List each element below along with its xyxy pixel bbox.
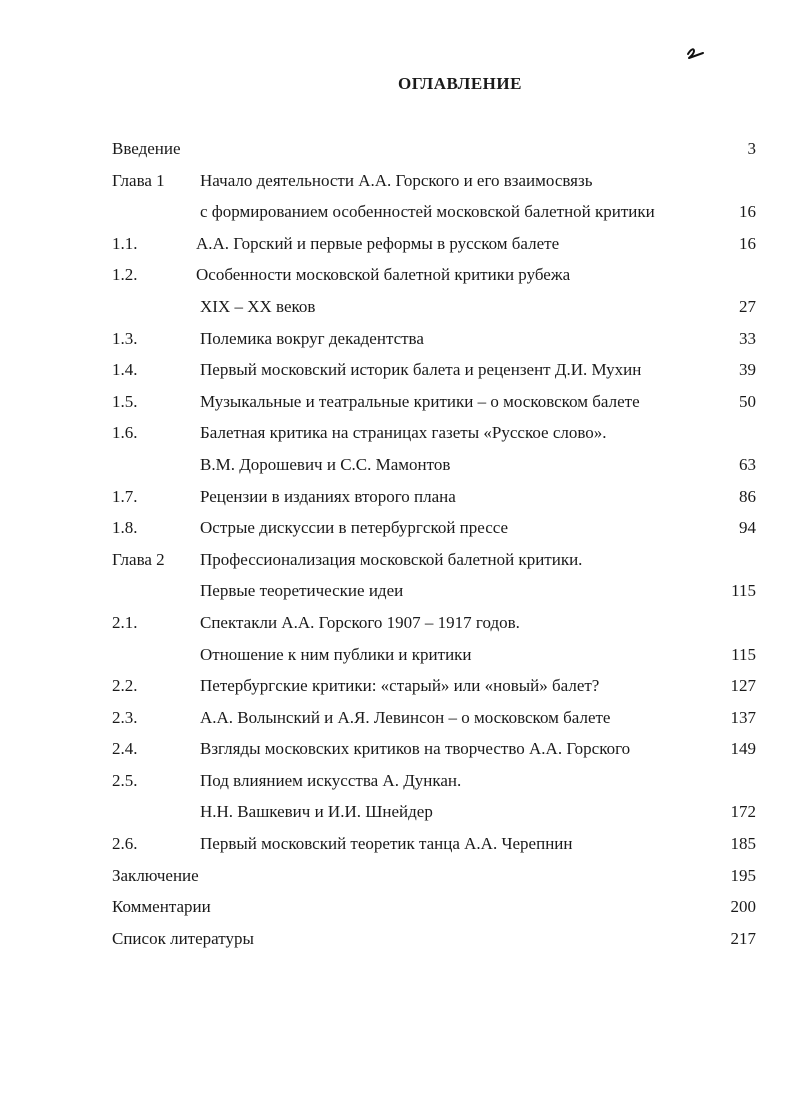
toc-entry-title: В.М. Дорошевич и С.С. Мамонтов [200, 454, 451, 474]
toc-row [112, 516, 762, 548]
toc-row [112, 390, 762, 422]
toc-entry-page-number: 172 [730, 802, 756, 822]
toc-entry-title: Первый московский историк балета и рецензент Д.И. Мухин [200, 360, 642, 380]
toc-entry-title: Первые теоретические идеи [200, 581, 404, 601]
page-title: ОГЛАВЛЕНИЕ [398, 74, 522, 93]
toc-entry-page-number: 63 [739, 454, 756, 474]
toc-entry-page-number: 115 [731, 581, 756, 601]
toc-row [112, 453, 762, 485]
toc-entry-title: Комментарии [112, 897, 211, 917]
toc-entry-title: Первый московский теоретик танца А.А. Черепнин [200, 834, 573, 854]
toc-entry-title: Профессионализация московской балетной критики. [200, 549, 583, 569]
toc-entry-title: А.А. Волынский и А.Я. Левинсон – о московском балете [200, 707, 611, 727]
toc-entry-number: 1.4. [112, 360, 138, 380]
toc-row [112, 611, 762, 643]
toc-entry-page-number: 94 [739, 518, 756, 538]
toc-row [112, 263, 762, 295]
toc-row [112, 295, 762, 327]
toc-entry-number: 2.5. [112, 770, 138, 790]
toc-entry-number: Глава 1 [112, 170, 165, 190]
toc-row [112, 864, 762, 896]
toc-entry-page-number: 115 [731, 644, 756, 664]
toc-entry-page-number: 39 [739, 360, 756, 380]
toc-entry-title: с формированием особенностей московской балетной критики [200, 202, 655, 222]
toc-entry-title: XIX – XX веков [200, 296, 316, 316]
table-of-contents [112, 137, 762, 958]
toc-row [112, 800, 762, 832]
toc-row [112, 421, 762, 453]
toc-row [112, 832, 762, 864]
toc-entry-number: 1.1. [112, 233, 138, 253]
toc-row [112, 358, 762, 390]
toc-row [112, 927, 762, 959]
toc-row [112, 643, 762, 675]
toc-row [112, 232, 762, 264]
toc-row [112, 674, 762, 706]
toc-entry-title: Заключение [112, 865, 199, 885]
toc-entry-number: 2.3. [112, 707, 138, 727]
handwritten-page-mark [685, 40, 707, 62]
toc-entry-page-number: 50 [739, 391, 756, 411]
toc-row [112, 706, 762, 738]
toc-entry-page-number: 185 [730, 834, 756, 854]
toc-entry-title: Петербургские критики: «старый» или «новый» балет? [200, 676, 600, 696]
toc-entry-number: 2.6. [112, 834, 138, 854]
toc-entry-number: 1.5. [112, 391, 138, 411]
toc-row [112, 769, 762, 801]
toc-entry-number: 1.2. [112, 265, 138, 285]
toc-entry-title: Список литературы [112, 928, 254, 948]
toc-entry-title: Особенности московской балетной критики рубежа [196, 265, 571, 285]
toc-row [112, 485, 762, 517]
toc-entry-page-number: 16 [739, 233, 756, 253]
toc-row [112, 169, 762, 201]
toc-entry-title: Н.Н. Вашкевич и И.И. Шнейдер [200, 802, 433, 822]
toc-entry-page-number: 137 [730, 707, 756, 727]
toc-entry-page-number: 33 [739, 328, 756, 348]
toc-entry-title: Введение [112, 139, 181, 158]
toc-entry-number: 1.3. [112, 328, 138, 348]
toc-entry-page-number: 200 [730, 897, 756, 917]
toc-entry-page-number: 16 [739, 202, 756, 222]
toc-row [112, 895, 762, 927]
toc-entry-title: Рецензии в изданиях второго плана [200, 486, 456, 506]
toc-row [112, 579, 762, 611]
toc-entry-number: 2.4. [112, 739, 138, 759]
toc-row [112, 137, 762, 169]
toc-entry-title: Полемика вокруг декадентства [200, 328, 424, 348]
toc-entry-number: 2.2. [112, 676, 138, 696]
toc-entry-page-number: 86 [739, 486, 756, 506]
toc-entry-number: 1.8. [112, 518, 138, 538]
toc-entry-page-number: 149 [730, 739, 756, 759]
toc-entry-title: Взгляды московских критиков на творчество А.А. Горского [200, 739, 631, 759]
toc-entry-page-number: 27 [739, 296, 756, 316]
toc-entry-title: А.А. Горский и первые реформы в русском балете [196, 233, 560, 253]
toc-entry-title: Начало деятельности А.А. Горского и его взаимосвязь [200, 170, 593, 190]
toc-entry-number: Глава 2 [112, 549, 165, 569]
toc-row [112, 737, 762, 769]
toc-entry-title: Острые дискуссии в петербургской прессе [200, 518, 509, 538]
toc-entry-title: Под влиянием искусства А. Дункан. [200, 770, 462, 790]
toc-row [112, 327, 762, 359]
toc-row [112, 200, 762, 232]
toc-entry-title: Музыкальные и театральные критики – о московском балете [200, 391, 640, 411]
toc-entry-page-number: 127 [730, 676, 756, 696]
toc-entry-number: 2.1. [112, 612, 138, 632]
toc-entry-title: Балетная критика на страницах газеты «Русское слово». [200, 423, 607, 443]
toc-entry-title: Спектакли А.А. Горского 1907 – 1917 годов. [200, 612, 520, 632]
toc-entry-title: Отношение к ним публики и критики [200, 644, 472, 664]
toc-entry-page-number: 3 [747, 139, 756, 158]
toc-entry-number: 1.6. [112, 423, 138, 443]
toc-row [112, 548, 762, 580]
toc-entry-page-number: 195 [730, 865, 756, 885]
toc-entry-page-number: 217 [730, 928, 756, 948]
toc-entry-number: 1.7. [112, 486, 138, 506]
